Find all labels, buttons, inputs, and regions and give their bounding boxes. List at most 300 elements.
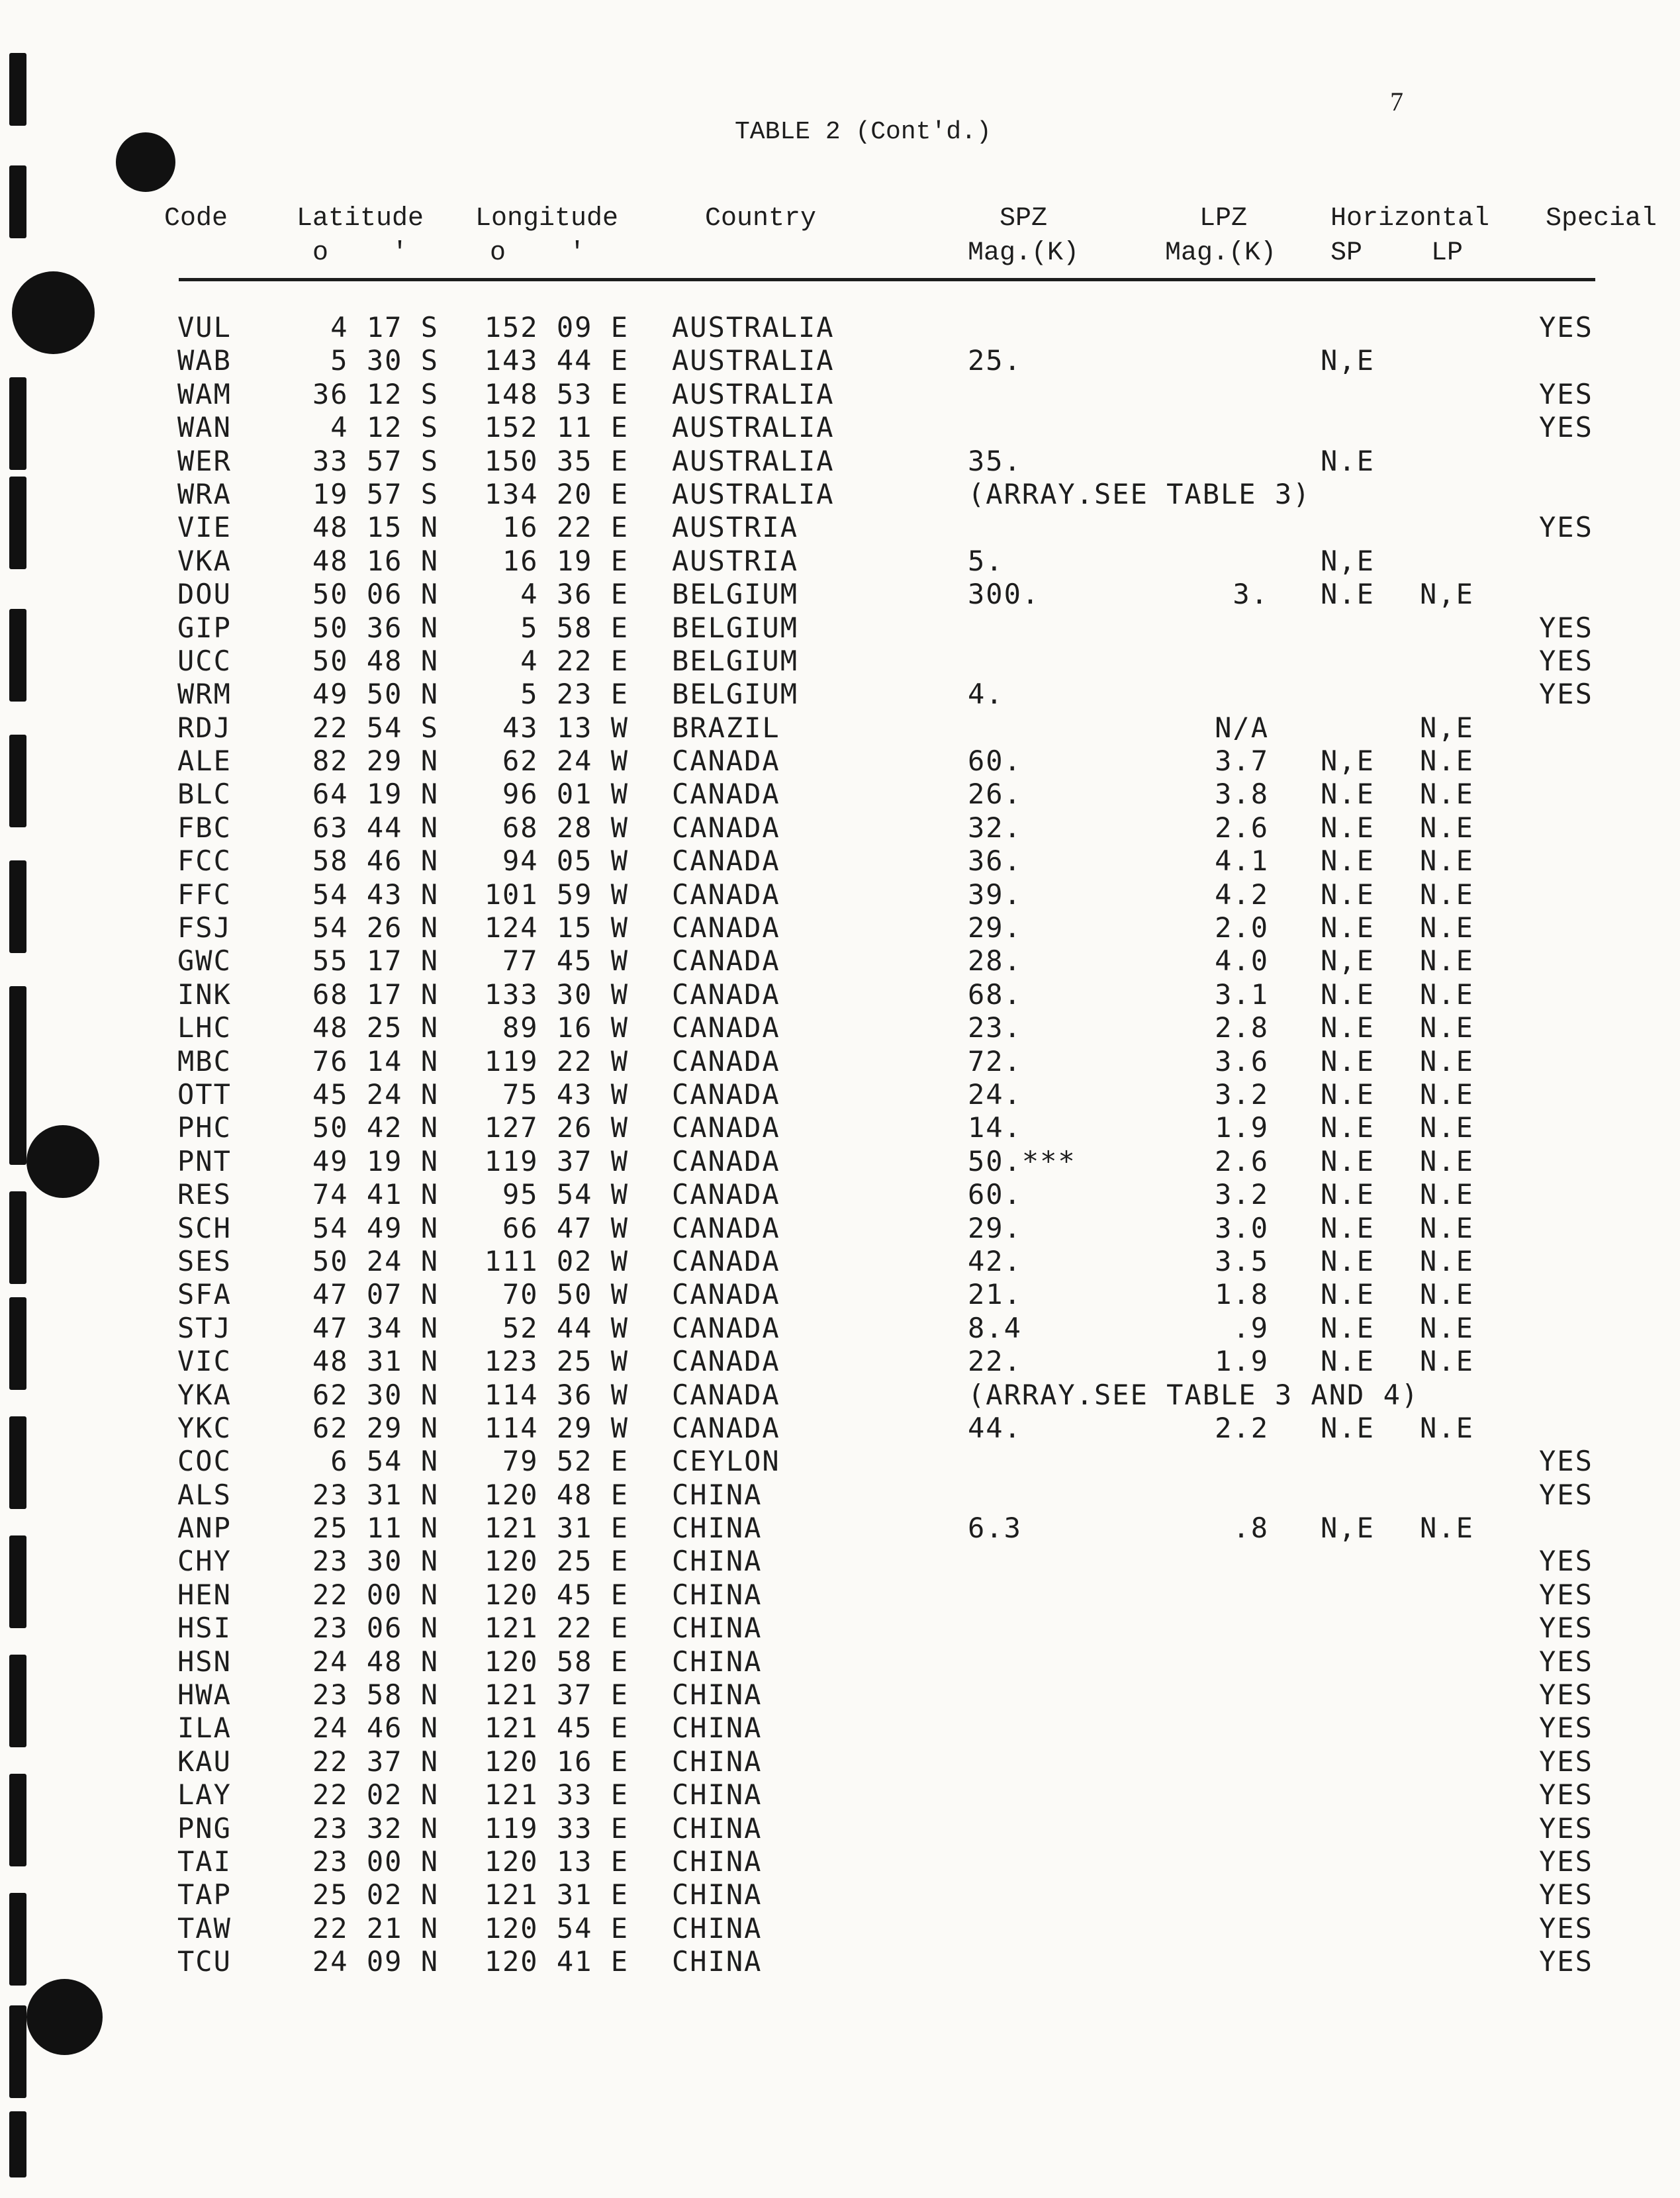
horizontal-lp-cell: N.E [1420, 1111, 1474, 1144]
longitude-cell: 75 43 W [502, 1077, 629, 1111]
horizontal-lp-cell: N.E [1420, 845, 1474, 878]
horizontal-sp-cell: N.E [1321, 1077, 1375, 1111]
header-horizontal-lp: LP [1431, 238, 1464, 268]
latitude-cell: 50 06 N [312, 578, 439, 611]
country-cell: CHINA [672, 1678, 763, 1712]
station-code: OTT [177, 1077, 232, 1111]
longitude-cell: 152 09 E [484, 311, 629, 343]
latitude-cell: 23 30 N [312, 1545, 439, 1578]
station-code: FCC [177, 845, 232, 878]
page-number: 7 [1390, 87, 1403, 116]
station-code: TAW [177, 1911, 232, 1945]
array-note-cell: (ARRAY.SEE TABLE 3) [968, 477, 1311, 510]
table-row [0, 1379, 1680, 1412]
station-code: VUL [177, 311, 232, 343]
table-row [0, 978, 1680, 1011]
lpz-magnitude-cell: 3.2 [1215, 1077, 1269, 1111]
latitude-cell: 76 14 N [312, 1044, 439, 1077]
latitude-cell: 24 46 N [312, 1712, 439, 1745]
station-code: LHC [177, 1011, 232, 1044]
spz-magnitude-cell: 44. [968, 1411, 1022, 1444]
spz-magnitude-cell: 60. [968, 745, 1022, 778]
table-row [0, 1878, 1680, 1911]
station-code: STJ [177, 1311, 232, 1344]
horizontal-sp-cell: N,E [1321, 944, 1375, 978]
country-cell: CHINA [672, 1845, 763, 1878]
longitude-cell: 120 45 E [484, 1578, 629, 1611]
country-cell: CANADA [672, 778, 780, 811]
station-code: HWA [177, 1678, 232, 1712]
table-row [0, 1778, 1680, 1811]
header-lpz: LPZ [1199, 204, 1248, 234]
special-cell: YES [1539, 1845, 1593, 1878]
special-cell: YES [1539, 1578, 1593, 1611]
station-code: HSN [177, 1645, 232, 1678]
special-cell: YES [1539, 1678, 1593, 1712]
latitude-cell: 48 25 N [312, 1011, 439, 1044]
longitude-cell: 120 41 E [484, 1945, 629, 1978]
spz-magnitude-cell: 4. [968, 678, 1004, 711]
horizontal-lp-cell: N.E [1420, 811, 1474, 844]
spz-magnitude-cell: 68. [968, 978, 1022, 1011]
longitude-cell: 114 29 W [484, 1411, 629, 1444]
table-row [0, 811, 1680, 845]
table-row [0, 678, 1680, 711]
country-cell: CANADA [672, 1378, 780, 1411]
horizontal-lp-cell: N.E [1420, 1011, 1474, 1044]
table-row [0, 1078, 1680, 1111]
horizontal-lp-cell: N,E [1420, 578, 1474, 611]
punch-hole [116, 132, 175, 192]
country-cell: AUSTRALIA [672, 477, 835, 510]
table-row [0, 1278, 1680, 1311]
horizontal-lp-cell: N.E [1420, 1178, 1474, 1211]
latitude-cell: 25 11 N [312, 1512, 439, 1545]
latitude-cell: 24 48 N [312, 1645, 439, 1678]
horizontal-sp-cell: N.E [1321, 1211, 1375, 1244]
longitude-cell: 120 54 E [484, 1911, 629, 1945]
longitude-cell: 124 15 W [484, 911, 629, 944]
spz-magnitude-cell: 300. [968, 578, 1041, 611]
spz-magnitude-cell: 72. [968, 1044, 1022, 1077]
horizontal-sp-cell: N.E [1321, 1178, 1375, 1211]
header-longitude-units: o ' [490, 238, 586, 268]
longitude-cell: 95 54 W [502, 1178, 629, 1211]
header-latitude: Latitude [297, 204, 424, 234]
latitude-cell: 48 16 N [312, 544, 439, 577]
longitude-cell: 16 22 E [502, 511, 629, 544]
longitude-cell: 119 33 E [484, 1811, 629, 1845]
table-row [0, 1579, 1680, 1612]
latitude-cell: 22 21 N [312, 1911, 439, 1945]
station-code: UCC [177, 644, 232, 677]
spz-magnitude-cell: 23. [968, 1011, 1022, 1044]
special-cell: YES [1539, 511, 1593, 544]
latitude-cell: 68 17 N [312, 978, 439, 1011]
latitude-cell: 49 50 N [312, 678, 439, 711]
country-cell: CHINA [672, 1578, 763, 1611]
table-row [0, 1612, 1680, 1645]
header-country: Country [705, 204, 817, 234]
spz-magnitude-cell: 22. [968, 1345, 1022, 1378]
longitude-cell: 120 58 E [484, 1645, 629, 1678]
latitude-cell: 54 43 N [312, 878, 439, 911]
spz-magnitude-cell: 50.*** [968, 1144, 1076, 1177]
table-row [0, 1812, 1680, 1845]
longitude-cell: 111 02 W [484, 1244, 629, 1277]
country-cell: CANADA [672, 1244, 780, 1277]
station-code: WAM [177, 377, 232, 410]
latitude-cell: 47 34 N [312, 1311, 439, 1344]
table-row [0, 1712, 1680, 1745]
horizontal-sp-cell: N.E [1321, 1111, 1375, 1144]
special-cell: YES [1539, 1745, 1593, 1778]
header-horizontal-sp: SP [1330, 238, 1363, 268]
station-code: DOU [177, 578, 232, 611]
latitude-cell: 22 00 N [312, 1578, 439, 1611]
latitude-cell: 45 24 N [312, 1077, 439, 1111]
special-cell: YES [1539, 1778, 1593, 1811]
lpz-magnitude-cell: 2.2 [1215, 1411, 1269, 1444]
lpz-magnitude-cell: 3.0 [1215, 1211, 1269, 1244]
table-row [0, 745, 1680, 778]
latitude-cell: 48 31 N [312, 1345, 439, 1378]
latitude-cell: 58 46 N [312, 845, 439, 878]
table-row [0, 1212, 1680, 1245]
horizontal-sp-cell: N,E [1321, 745, 1375, 778]
lpz-magnitude-cell: .9 [1233, 1311, 1269, 1344]
country-cell: CHINA [672, 1712, 763, 1745]
station-code: WER [177, 444, 232, 477]
special-cell: YES [1539, 678, 1593, 711]
country-cell: CHINA [672, 1645, 763, 1678]
latitude-cell: 54 26 N [312, 911, 439, 944]
country-cell: CHINA [672, 1911, 763, 1945]
latitude-cell: 50 36 N [312, 611, 439, 644]
spz-magnitude-cell: 29. [968, 1211, 1022, 1244]
country-cell: AUSTRALIA [672, 411, 835, 444]
country-cell: AUSTRIA [672, 544, 799, 577]
horizontal-sp-cell: N.E [1321, 1345, 1375, 1378]
horizontal-sp-cell: N,E [1321, 344, 1375, 377]
latitude-cell: 23 06 N [312, 1612, 439, 1645]
station-code: ALE [177, 745, 232, 778]
lpz-magnitude-cell: 3.7 [1215, 745, 1269, 778]
country-cell: CANADA [672, 845, 780, 878]
country-cell: CEYLON [672, 1445, 780, 1478]
horizontal-sp-cell: N.E [1321, 845, 1375, 878]
longitude-cell: 119 37 W [484, 1144, 629, 1177]
country-cell: CHINA [672, 1512, 763, 1545]
horizontal-sp-cell: N.E [1321, 1011, 1375, 1044]
binder-strip [9, 2005, 26, 2098]
station-code: YKC [177, 1411, 232, 1444]
lpz-magnitude-cell: 2.0 [1215, 911, 1269, 944]
country-cell: BELGIUM [672, 678, 799, 711]
longitude-cell: 150 35 E [484, 444, 629, 477]
table-row [0, 511, 1680, 544]
latitude-cell: 48 15 N [312, 511, 439, 544]
horizontal-sp-cell: N.E [1321, 978, 1375, 1011]
lpz-magnitude-cell: 3.5 [1215, 1244, 1269, 1277]
horizontal-sp-cell: N.E [1321, 578, 1375, 611]
horizontal-lp-cell: N.E [1420, 1311, 1474, 1344]
table-row [0, 1045, 1680, 1078]
horizontal-sp-cell: N.E [1321, 1044, 1375, 1077]
country-cell: AUSTRIA [672, 511, 799, 544]
table-row [0, 778, 1680, 811]
station-code: HSI [177, 1612, 232, 1645]
longitude-cell: 96 01 W [502, 778, 629, 811]
longitude-cell: 89 16 W [502, 1011, 629, 1044]
longitude-cell: 121 33 E [484, 1778, 629, 1811]
longitude-cell: 121 31 E [484, 1512, 629, 1545]
spz-magnitude-cell: 42. [968, 1244, 1022, 1277]
table-row [0, 1345, 1680, 1378]
longitude-cell: 127 26 W [484, 1111, 629, 1144]
country-cell: CANADA [672, 1178, 780, 1211]
country-cell: BELGIUM [672, 578, 799, 611]
horizontal-sp-cell: N.E [1321, 778, 1375, 811]
latitude-cell: 23 58 N [312, 1678, 439, 1712]
latitude-cell: 19 57 S [312, 477, 439, 510]
special-cell: YES [1539, 1945, 1593, 1978]
longitude-cell: 120 16 E [484, 1745, 629, 1778]
country-cell: CANADA [672, 911, 780, 944]
country-cell: BRAZIL [672, 711, 780, 744]
latitude-cell: 55 17 N [312, 944, 439, 978]
header-longitude: Longitude [475, 204, 619, 234]
country-cell: AUSTRALIA [672, 311, 835, 343]
longitude-cell: 66 47 W [502, 1211, 629, 1244]
station-code: MBC [177, 1044, 232, 1077]
longitude-cell: 94 05 W [502, 845, 629, 878]
table-row [0, 711, 1680, 745]
lpz-magnitude-cell: 1.9 [1215, 1111, 1269, 1144]
table-row [0, 1645, 1680, 1678]
special-cell: YES [1539, 1645, 1593, 1678]
horizontal-lp-cell: N.E [1420, 978, 1474, 1011]
spz-magnitude-cell: 14. [968, 1111, 1022, 1144]
special-cell: YES [1539, 644, 1593, 677]
table-title: TABLE 2 (Cont'd.) [735, 118, 992, 146]
country-cell: CHINA [672, 1478, 763, 1511]
latitude-cell: 50 42 N [312, 1111, 439, 1144]
longitude-cell: 121 22 E [484, 1612, 629, 1645]
station-code: WAN [177, 411, 232, 444]
latitude-cell: 74 41 N [312, 1178, 439, 1211]
lpz-magnitude-cell: 3.8 [1215, 778, 1269, 811]
latitude-cell: 22 54 S [312, 711, 439, 744]
table-row [0, 1178, 1680, 1211]
lpz-magnitude-cell: 2.8 [1215, 1011, 1269, 1044]
station-code: SES [177, 1244, 232, 1277]
station-code: INK [177, 978, 232, 1011]
table-row [0, 545, 1680, 578]
special-cell: YES [1539, 1811, 1593, 1845]
longitude-cell: 101 59 W [484, 878, 629, 911]
horizontal-lp-cell: N.E [1420, 1411, 1474, 1444]
latitude-cell: 50 48 N [312, 644, 439, 677]
country-cell: CHINA [672, 1878, 763, 1911]
horizontal-lp-cell: N.E [1420, 1077, 1474, 1111]
horizontal-lp-cell: N.E [1420, 1278, 1474, 1311]
country-cell: CANADA [672, 978, 780, 1011]
table-row [0, 1945, 1680, 1978]
table-row [0, 411, 1680, 444]
station-code: VKA [177, 544, 232, 577]
latitude-cell: 62 29 N [312, 1411, 439, 1444]
country-cell: AUSTRALIA [672, 377, 835, 410]
country-cell: BELGIUM [672, 644, 799, 677]
table-row [0, 344, 1680, 377]
table-row [0, 1011, 1680, 1044]
table-row [0, 1545, 1680, 1578]
header-code: Code [164, 204, 228, 234]
station-code: WRM [177, 678, 232, 711]
country-cell: AUSTRALIA [672, 444, 835, 477]
country-cell: CANADA [672, 811, 780, 844]
header-latitude-units: o ' [312, 238, 408, 268]
station-code: VIC [177, 1345, 232, 1378]
station-code: WAB [177, 344, 232, 377]
table-row [0, 578, 1680, 611]
table-row [0, 1512, 1680, 1545]
lpz-magnitude-cell: 3.6 [1215, 1044, 1269, 1077]
longitude-cell: 4 22 E [520, 644, 629, 677]
country-cell: CANADA [672, 1144, 780, 1177]
latitude-cell: 62 30 N [312, 1378, 439, 1411]
table-row [0, 311, 1680, 344]
country-cell: CANADA [672, 1044, 780, 1077]
latitude-cell: 5 30 S [330, 344, 439, 377]
special-cell: YES [1539, 311, 1593, 343]
station-code: PNG [177, 1811, 232, 1845]
country-cell: CANADA [672, 1311, 780, 1344]
table-row [0, 1312, 1680, 1345]
longitude-cell: 4 36 E [520, 578, 629, 611]
longitude-cell: 133 30 W [484, 978, 629, 1011]
latitude-cell: 23 31 N [312, 1478, 439, 1511]
country-cell: BELGIUM [672, 611, 799, 644]
station-code: FFC [177, 878, 232, 911]
header-spz-units: Mag.(K) [968, 238, 1080, 268]
longitude-cell: 114 36 W [484, 1378, 629, 1411]
station-code: BLC [177, 778, 232, 811]
header-spz: SPZ [1000, 204, 1048, 234]
country-cell: CANADA [672, 944, 780, 978]
horizontal-lp-cell: N.E [1420, 778, 1474, 811]
station-code: SFA [177, 1278, 232, 1311]
header-horizontal: Horizontal [1330, 204, 1490, 234]
station-code: LAY [177, 1778, 232, 1811]
latitude-cell: 24 09 N [312, 1945, 439, 1978]
country-cell: CANADA [672, 1077, 780, 1111]
longitude-cell: 148 53 E [484, 377, 629, 410]
station-code: YKA [177, 1378, 232, 1411]
longitude-cell: 70 50 W [502, 1278, 629, 1311]
latitude-cell: 50 24 N [312, 1244, 439, 1277]
spz-magnitude-cell: 39. [968, 878, 1022, 911]
table-row [0, 1745, 1680, 1778]
special-cell: YES [1539, 1612, 1593, 1645]
table-row [0, 378, 1680, 411]
latitude-cell: 25 02 N [312, 1878, 439, 1911]
lpz-magnitude-cell: 1.9 [1215, 1345, 1269, 1378]
station-code: TCU [177, 1945, 232, 1978]
table-row [0, 1678, 1680, 1712]
special-cell: YES [1539, 1911, 1593, 1945]
longitude-cell: 121 31 E [484, 1878, 629, 1911]
longitude-cell: 121 45 E [484, 1712, 629, 1745]
table-row [0, 1479, 1680, 1512]
longitude-cell: 52 44 W [502, 1311, 629, 1344]
latitude-cell: 82 29 N [312, 745, 439, 778]
header-lpz-units: Mag.(K) [1165, 238, 1277, 268]
longitude-cell: 123 25 W [484, 1345, 629, 1378]
latitude-cell: 54 49 N [312, 1211, 439, 1244]
longitude-cell: 5 58 E [520, 611, 629, 644]
country-cell: CHINA [672, 1745, 763, 1778]
station-code: TAI [177, 1845, 232, 1878]
table-row [0, 1912, 1680, 1945]
latitude-cell: 4 12 S [330, 411, 439, 444]
longitude-cell: 16 19 E [502, 544, 629, 577]
station-code: RDJ [177, 711, 232, 744]
station-table [0, 311, 1680, 1979]
country-cell: CHINA [672, 1612, 763, 1645]
horizontal-sp-cell: N.E [1321, 1311, 1375, 1344]
table-row [0, 944, 1680, 978]
lpz-magnitude-cell: .8 [1233, 1512, 1269, 1545]
station-code: FSJ [177, 911, 232, 944]
special-cell: YES [1539, 411, 1593, 444]
horizontal-lp-cell: N.E [1420, 1044, 1474, 1077]
latitude-cell: 23 00 N [312, 1845, 439, 1878]
table-row [0, 612, 1680, 645]
spz-magnitude-cell: 36. [968, 845, 1022, 878]
special-cell: YES [1539, 1712, 1593, 1745]
latitude-cell: 63 44 N [312, 811, 439, 844]
horizontal-lp-cell: N.E [1420, 1144, 1474, 1177]
longitude-cell: 120 25 E [484, 1545, 629, 1578]
spz-magnitude-cell: 35. [968, 444, 1022, 477]
table-row [0, 878, 1680, 911]
special-cell: YES [1539, 1445, 1593, 1478]
spz-magnitude-cell: 21. [968, 1278, 1022, 1311]
station-code: PNT [177, 1144, 232, 1177]
horizontal-sp-cell: N.E [1321, 1278, 1375, 1311]
country-cell: CHINA [672, 1811, 763, 1845]
header-rule [179, 278, 1595, 281]
horizontal-lp-cell: N.E [1420, 911, 1474, 944]
horizontal-sp-cell: N.E [1321, 878, 1375, 911]
horizontal-sp-cell: N.E [1321, 911, 1375, 944]
station-code: PHC [177, 1111, 232, 1144]
country-cell: CANADA [672, 878, 780, 911]
lpz-magnitude-cell: 3.1 [1215, 978, 1269, 1011]
latitude-cell: 47 07 N [312, 1278, 439, 1311]
station-code: GIP [177, 611, 232, 644]
spz-magnitude-cell: 60. [968, 1178, 1022, 1211]
station-code: WRA [177, 477, 232, 510]
spz-magnitude-cell: 8.4 [968, 1311, 1022, 1344]
station-code: HEN [177, 1578, 232, 1611]
table-row [0, 1412, 1680, 1445]
table-row [0, 1111, 1680, 1144]
special-cell: YES [1539, 611, 1593, 644]
header-special: Special [1546, 204, 1657, 234]
